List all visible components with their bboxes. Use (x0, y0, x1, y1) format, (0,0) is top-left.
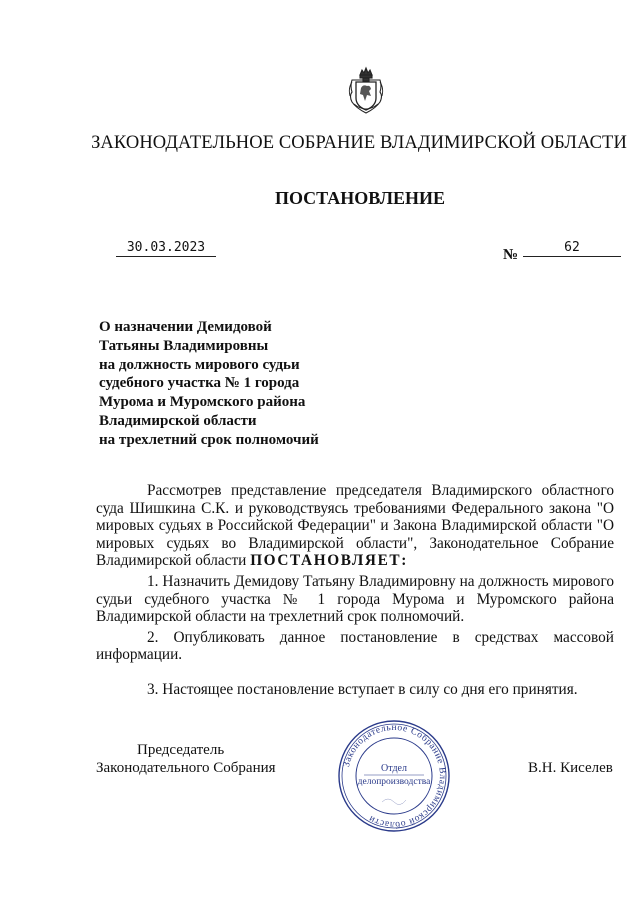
official-stamp (336, 718, 452, 834)
stamp-inner-line: Отдел (381, 763, 407, 774)
decree-item: 2. Опубликовать данное постановление в средствах массовой информации. (96, 628, 614, 664)
decree-item: 1. Назначить Демидову Татьяну Владимировну на должность мирового судьи судебного участка № 1 города Мурома и Муромского района Владимирской области на трехлетний срок полномочий. (96, 572, 614, 626)
subject-line: судебного участка № 1 города (99, 375, 300, 392)
document-subject (99, 318, 319, 450)
subject-line: на трехлетний срок полномочий (99, 431, 319, 448)
document-body (96, 482, 614, 699)
signatory-title-line: Председатель (137, 742, 225, 758)
preamble-text: Рассмотрев представление председателя Владимирского областного суда Шишкина С.К. и руководствуясь требованиями Федерального закона "О мировых судьях в Российской Федерации" и Закона Владимирской области "О мировых судьях во Владимирской области", Законодательное Собрание Владимирской области (96, 482, 614, 570)
stamp-outer-text: Законодательное Собрание Владимирской области (341, 722, 448, 830)
decree-colon: : (401, 552, 407, 570)
signatory-title-line: Законодательного Собрания (96, 760, 276, 776)
subject-line: на должность мирового судьи (99, 356, 300, 373)
decree-word: ПОСТАНОВЛЯЕТ (250, 552, 402, 570)
subject-line: Владимирской области (99, 412, 257, 429)
document-date: 30.03.2023 (116, 240, 216, 257)
subject-line: Татьяны Владимировны (99, 337, 269, 354)
subject-line: О назначении Демидовой (99, 319, 272, 335)
document-type-title: ПОСТАНОВЛЕНИЕ (274, 188, 446, 208)
stamp-inner-line: делопроизводства (357, 777, 431, 787)
number-sign: № (503, 247, 519, 263)
decree-item: 3. Настоящее постановление вступает в силу со дня его принятия. (147, 680, 578, 698)
coat-of-arms-icon (346, 66, 386, 116)
subject-line: Мурома и Муромского района (99, 394, 306, 411)
organization-name: ЗАКОНОДАТЕЛЬНОЕ СОБРАНИЕ ВЛАДИМИРСКОЙ ОБЛАСТИ (91, 133, 627, 153)
signatory-name: В.Н. Киселев (528, 760, 613, 776)
document-number: 62 (523, 240, 621, 257)
signatory-title (96, 741, 276, 777)
preamble-paragraph (96, 482, 614, 570)
